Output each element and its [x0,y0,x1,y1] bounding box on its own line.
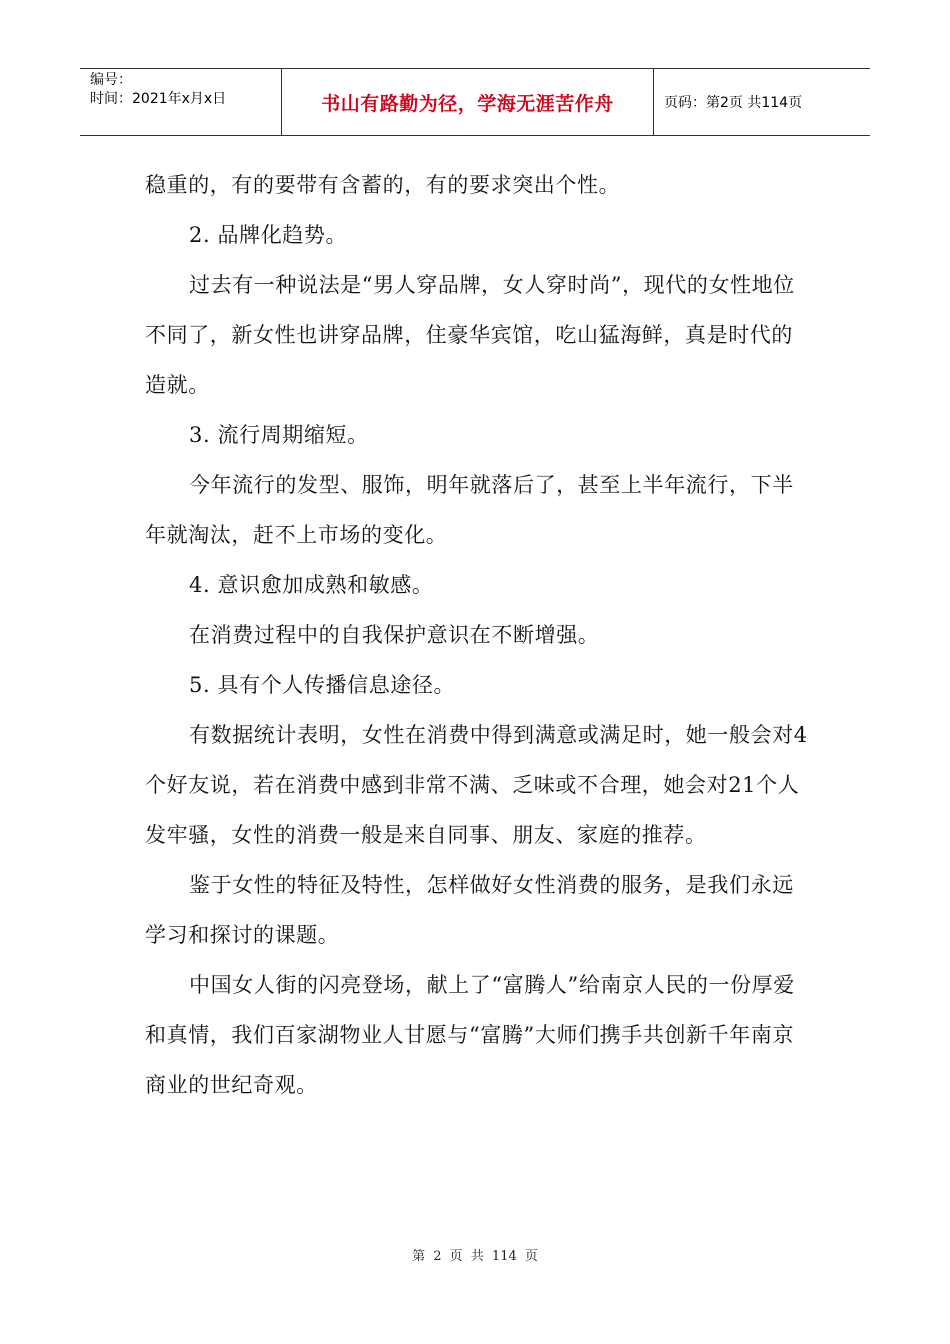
document-date: 时间：2021年x月x日 [90,91,227,107]
header-meta [80,69,282,135]
document-number-label: 编号： [90,72,132,88]
paragraph: 稳重的，有的要带有含蓄的，有的要求突出个性。 [145,173,621,197]
section-heading: 2. 品牌化趋势。 [189,223,348,247]
section-heading: 4. 意识愈加成熟和敏感。 [189,573,434,597]
document-body [145,160,810,1110]
paragraph: 过去有一种说法是“男人穿品牌，女人穿时尚”，现代的女性地位不同了，新女性也讲穿品牌，住豪华宾馆，吃山猛海鲜，真是时代的造就。 [145,273,795,397]
page-header [80,68,870,136]
paragraph: 有数据统计表明，女性在消费中得到满意或满足时，她一般会对4个好友说，若在消费中感到非常不满、乏味或不合理，她会对21个人发牢骚，女性的消费一般是来自同事、朋友、家庭的推荐。 [145,723,808,847]
paragraph: 在消费过程中的自我保护意识在不断增强。 [189,623,600,647]
page-footer: 第 2 页 共 114 页 [412,1249,538,1264]
paragraph: 今年流行的发型、服饰，明年就落后了，甚至上半年流行，下半年就淘汰，赶不上市场的变化。 [145,473,794,547]
section-heading: 3. 流行周期缩短。 [189,423,369,447]
header-page-info: 页码：第2页 共114页 [664,95,803,111]
paragraph: 中国女人街的闪亮登场，献上了“富腾人”给南京人民的一份厚爱和真情，我们百家湖物业人甘愿与“富腾”大师们携手共创新千年南京商业的世纪奇观。 [145,973,795,1097]
section-heading: 5. 具有个人传播信息途径。 [189,673,456,697]
header-motto: 书山有路勤为径，学海无涯苦作舟 [282,69,654,135]
paragraph: 鉴于女性的特征及特性，怎样做好女性消费的服务，是我们永远学习和探讨的课题。 [145,873,794,947]
